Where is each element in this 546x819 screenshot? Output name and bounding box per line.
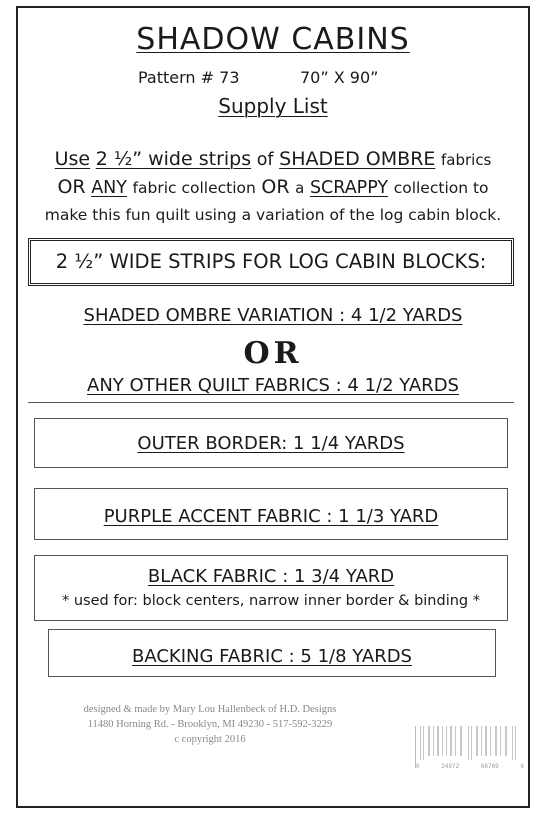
intro-shaded-ombre: SHADED OMBRE (279, 148, 436, 170)
intro-line-3: make this fun quilt using a variation of the log cabin block. (44, 206, 502, 224)
strips-box: 2 ½” WIDE STRIPS FOR LOG CABIN BLOCKS: (28, 238, 514, 286)
barcode-digits (416, 763, 524, 770)
credits-line-1: designed & made by Mary Lou Hallenbeck of H.D. Designs (83, 704, 337, 715)
intro-scrappy: SCRAPPY (309, 178, 389, 198)
black-fabric-note: * used for: block centers, narrow inner border & binding * (62, 593, 480, 609)
intro-or-2: OR (261, 176, 290, 198)
supply-list-heading: Supply List (218, 94, 328, 118)
intro-use: Use (54, 148, 91, 170)
pattern-title: SHADOW CABINS (136, 22, 410, 57)
intro-of: of (256, 150, 274, 170)
barcode-digit-3: 6 (520, 763, 524, 770)
intro-strips: 2 ½” wide strips (95, 148, 252, 170)
barcode-bars (416, 726, 524, 760)
credits-line-2: 11480 Horning Rd. - Brooklyn, MI 49230 - 517-592-3229 (87, 719, 333, 730)
intro-paragraph (30, 146, 516, 229)
black-fabric-yardage: BLACK FABRIC : 1 3/4 YARD (147, 566, 395, 587)
any-other-fabrics-yardage: ANY OTHER QUILT FABRICS : 4 1/2 YARDS (87, 375, 459, 396)
intro-a: a (295, 179, 305, 197)
intro-fabrics: fabrics (440, 151, 492, 169)
outer-border-box (34, 418, 508, 468)
page-border (16, 6, 530, 808)
intro-or-1: OR (57, 176, 86, 198)
outer-border-yardage: OUTER BORDER: 1 1/4 YARDS (137, 433, 405, 454)
intro-any: ANY (91, 178, 127, 198)
intro-collection-to: collection to (393, 179, 489, 197)
barcode-digit-2: 66769 (480, 763, 499, 770)
backing-box (48, 629, 496, 677)
intro-fabric-collection: fabric collection (132, 179, 256, 197)
backing-yardage: BACKING FABRIC : 5 1/8 YARDS (132, 646, 412, 667)
purple-accent-yardage: PURPLE ACCENT FABRIC : 1 1/3 YARD (103, 506, 439, 527)
pattern-number: Pattern # 73 (138, 68, 240, 87)
or-separator: OR (243, 336, 303, 371)
barcode-digit-1: 24972 (441, 763, 460, 770)
section-divider (28, 402, 514, 403)
shaded-ombre-yardage: SHADED OMBRE VARIATION : 4 1/2 YARDS (83, 305, 463, 326)
barcode-digit-0: 0 (416, 763, 420, 770)
designer-credits (40, 702, 380, 747)
credits-line-3: c copyright 2016 (174, 734, 246, 745)
black-fabric-box (34, 555, 508, 621)
purple-accent-box (34, 488, 508, 540)
barcode (415, 726, 524, 768)
quilt-size: 70” X 90” (300, 68, 379, 87)
